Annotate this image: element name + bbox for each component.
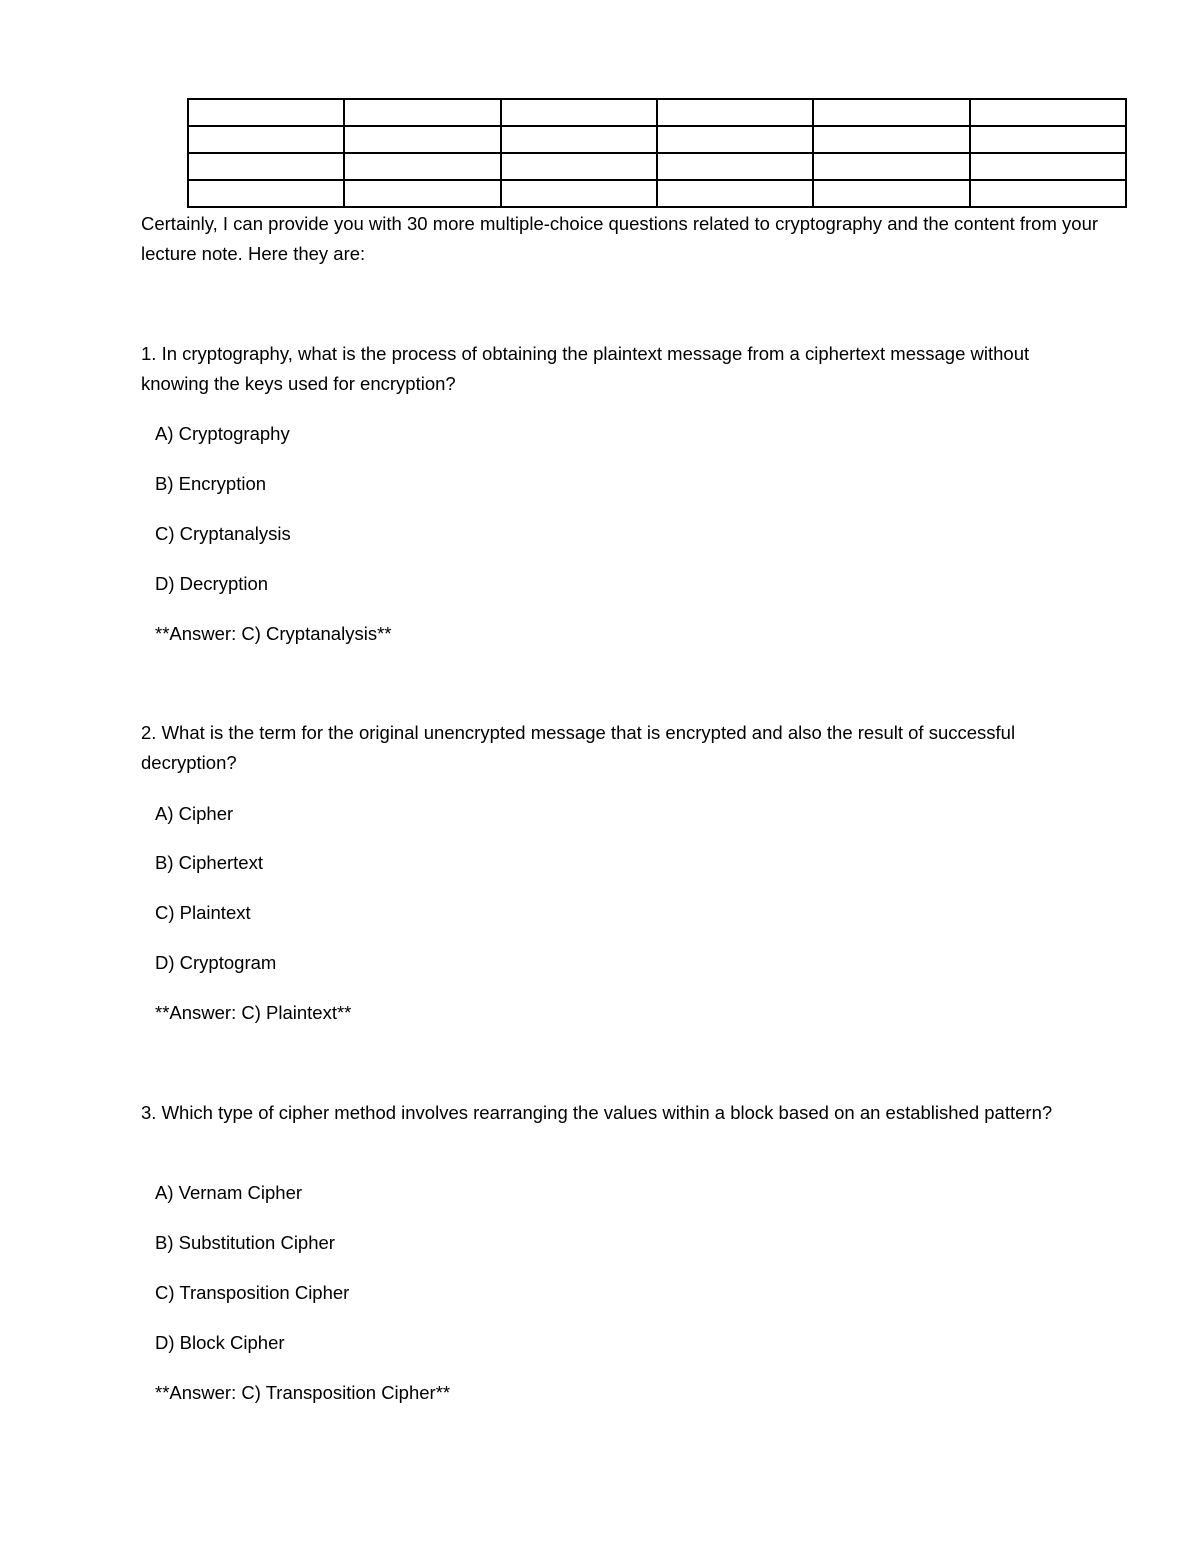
table-cell xyxy=(657,126,813,153)
empty-table xyxy=(187,98,1127,208)
question-3-option-c: C) Transposition Cipher xyxy=(155,1282,350,1303)
table-row xyxy=(188,180,1126,207)
question-3-prompt: 3. Which type of cipher method involves rearranging the values within a block based on an established pattern? xyxy=(141,1102,1053,1123)
question-1-option-d: D) Decryption xyxy=(155,573,269,594)
question-1-answer: **Answer: C) Cryptanalysis** xyxy=(155,623,392,644)
question-1-option-a: A) Cryptography xyxy=(155,423,290,444)
question-2-option-c: C) Plaintext xyxy=(155,902,251,923)
question-3-option-a: A) Vernam Cipher xyxy=(155,1182,303,1203)
question-2-answer: **Answer: C) Plaintext** xyxy=(155,1002,352,1023)
table-cell xyxy=(657,180,813,207)
table-cell xyxy=(344,99,500,126)
table-cell xyxy=(970,180,1126,207)
question-3-option-b: B) Substitution Cipher xyxy=(155,1232,335,1253)
table-cell xyxy=(501,99,657,126)
table-cell xyxy=(970,99,1126,126)
table-row xyxy=(188,126,1126,153)
table-cell xyxy=(501,153,657,180)
table-cell xyxy=(813,180,969,207)
table-cell xyxy=(657,153,813,180)
question-1-option-b: B) Encryption xyxy=(155,473,267,494)
table-cell xyxy=(501,180,657,207)
table-cell xyxy=(344,180,500,207)
question-2-prompt: 2. What is the term for the original unencrypted message that is encrypted and also the result of successful decryption? xyxy=(141,722,1016,773)
table-cell xyxy=(657,99,813,126)
table-cell xyxy=(813,99,969,126)
table-row xyxy=(188,153,1126,180)
table-cell xyxy=(813,153,969,180)
table-cell xyxy=(188,180,344,207)
table-cell xyxy=(188,126,344,153)
question-3-answer: **Answer: C) Transposition Cipher** xyxy=(155,1382,451,1403)
question-1-option-c: C) Cryptanalysis xyxy=(155,523,291,544)
table-row xyxy=(188,99,1126,126)
table-cell xyxy=(813,126,969,153)
table-cell xyxy=(188,99,344,126)
question-2-option-d: D) Cryptogram xyxy=(155,952,277,973)
intro-paragraph: Certainly, I can provide you with 30 more multiple-choice questions related to cryptography and the content from your lecture note. Here they are: xyxy=(141,213,1099,264)
table-cell xyxy=(188,153,344,180)
question-2-option-a: A) Cipher xyxy=(155,803,234,824)
table-cell xyxy=(344,126,500,153)
table-cell xyxy=(344,153,500,180)
question-1-prompt: 1. In cryptography, what is the process of obtaining the plaintext message from a ciphertext message without knowing the keys used for encryption? xyxy=(141,343,1030,394)
question-2-option-b: B) Ciphertext xyxy=(155,852,263,873)
question-3-option-d: D) Block Cipher xyxy=(155,1332,285,1353)
table-cell xyxy=(970,126,1126,153)
table-cell xyxy=(970,153,1126,180)
table-cell xyxy=(501,126,657,153)
